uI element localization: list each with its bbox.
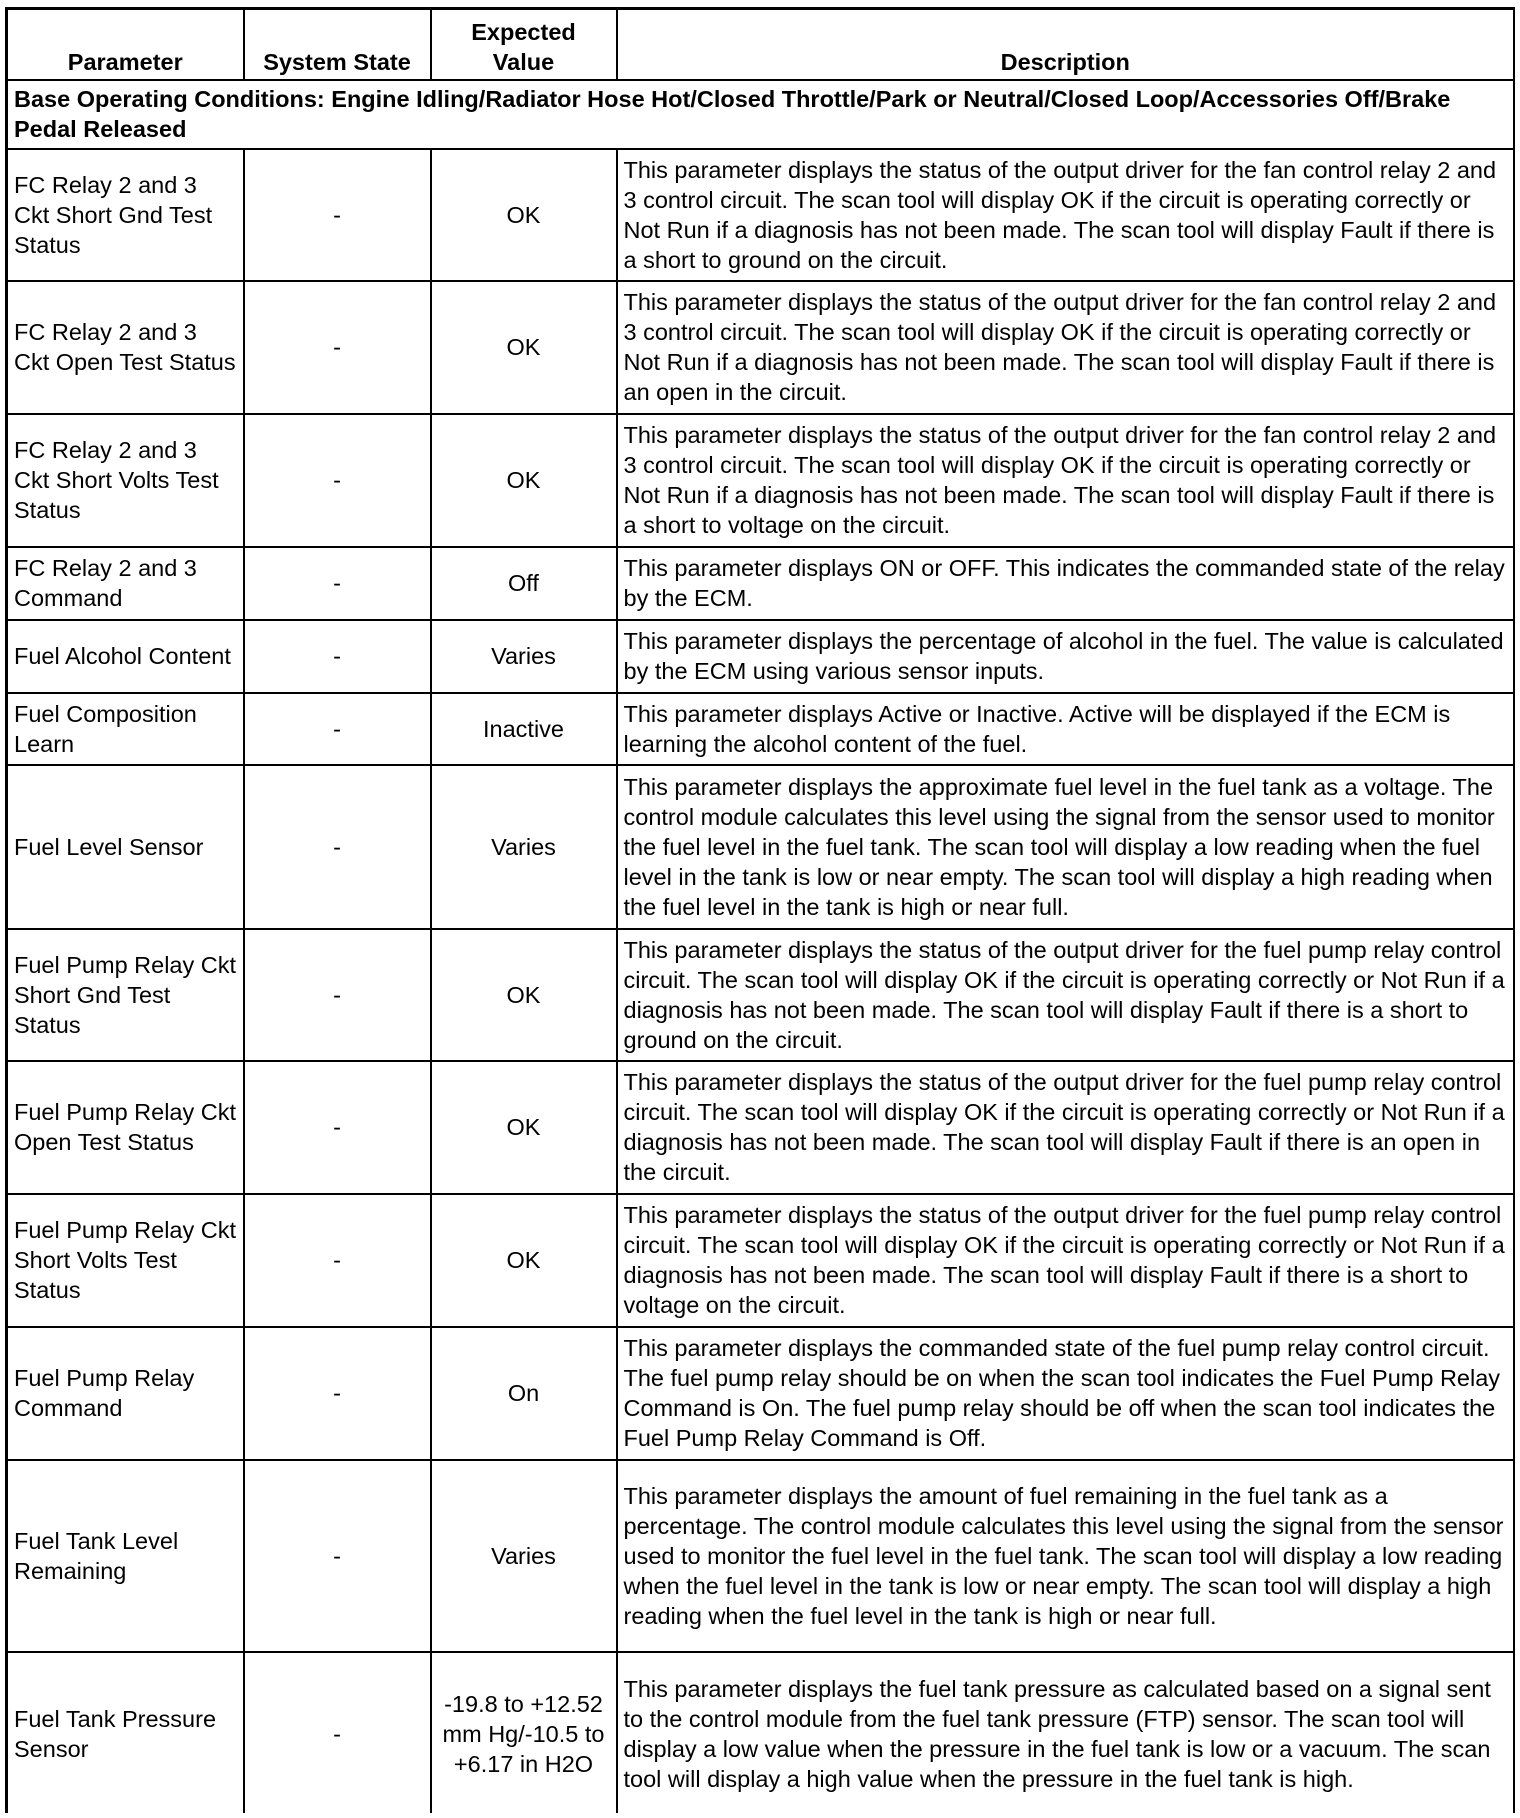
system-state-header: System State [244, 9, 431, 80]
expected-value-cell: OK [431, 1061, 617, 1194]
parameter-header: Parameter [7, 9, 244, 80]
system-state-cell: - [244, 765, 431, 929]
expected-value-cell: OK [431, 929, 617, 1061]
system-state-cell: - [244, 620, 431, 693]
table-row [7, 547, 1515, 620]
system-state-cell: - [244, 281, 431, 414]
parameter-cell: Fuel Alcohol Content [7, 620, 244, 693]
parameter-cell: Fuel Pump Relay Ckt Short Volts Test Status [7, 1194, 244, 1327]
parameter-cell: Fuel Tank Pressure Sensor [7, 1652, 244, 1814]
parameter-cell: FC Relay 2 and 3 Ckt Short Gnd Test Status [7, 149, 244, 281]
description-cell: This parameter displays the amount of fuel remaining in the fuel tank as a percentage. The control module calculates this level using the signal from the sensor used to monitor the fuel level in the fuel tank. The scan tool will display a low reading when the fuel level in the tank is low or near empty. The scan tool will display a high reading when the fuel level in the tank is high or near full. [617, 1460, 1515, 1652]
description-cell: This parameter displays the status of the output driver for the fuel pump relay control circuit. The scan tool will display OK if the circuit is operating correctly or Not Run if a diagnosis has not been made. The scan tool will display Fault if there is an open in the circuit. [617, 1061, 1515, 1194]
system-state-cell: - [244, 547, 431, 620]
description-cell: This parameter displays the approximate fuel level in the fuel tank as a voltage. The control module calculates this level using the signal from the sensor used to monitor the fuel level in the fuel tank. The scan tool will display a low reading when the fuel level in the tank is low or near empty. The scan tool will display a high reading when the fuel level in the tank is high or near full. [617, 765, 1515, 929]
description-cell: This parameter displays the status of the output driver for the fan control relay 2 and 3 control circuit. The scan tool will display OK if the circuit is operating correctly or Not Run if a diagnosis has not been made. The scan tool will display Fault if there is a short to ground on the circuit. [617, 149, 1515, 281]
parameter-cell: FC Relay 2 and 3 Ckt Open Test Status [7, 281, 244, 414]
expected-value-cell: Varies [431, 1460, 617, 1652]
parameter-cell: FC Relay 2 and 3 Ckt Short Volts Test Status [7, 414, 244, 547]
description-cell: This parameter displays the fuel tank pressure as calculated based on a signal sent to the control module from the fuel tank pressure (FTP) sensor. The scan tool will display a low value when the pressure in the fuel tank is low or a vacuum. The scan tool will display a high value when the pressure in the fuel tank is high. [617, 1652, 1515, 1814]
table-row [7, 281, 1515, 414]
parameter-cell: Fuel Pump Relay Ckt Open Test Status [7, 1061, 244, 1194]
description-cell: This parameter displays the status of the output driver for the fuel pump relay control circuit. The scan tool will display OK if the circuit is operating correctly or Not Run if a diagnosis has not been made. The scan tool will display Fault if there is a short to ground on the circuit. [617, 929, 1515, 1061]
system-state-cell: - [244, 1327, 431, 1460]
conditions-row [7, 80, 1515, 149]
description-cell: This parameter displays the status of the output driver for the fuel pump relay control circuit. The scan tool will display OK if the circuit is operating correctly or Not Run if a diagnosis has not been made. The scan tool will display Fault if there is a short to voltage on the circuit. [617, 1194, 1515, 1327]
description-cell: This parameter displays the status of the output driver for the fan control relay 2 and 3 control circuit. The scan tool will display OK if the circuit is operating correctly or Not Run if a diagnosis has not been made. The scan tool will display Fault if there is a short to voltage on the circuit. [617, 414, 1515, 547]
parameter-cell: Fuel Pump Relay Ckt Short Gnd Test Status [7, 929, 244, 1061]
expected-value-cell: OK [431, 1194, 617, 1327]
table-row [7, 929, 1515, 1061]
expected-value-cell: OK [431, 414, 617, 547]
table-row [7, 149, 1515, 281]
description-cell: This parameter displays Active or Inactive. Active will be displayed if the ECM is learning the alcohol content of the fuel. [617, 693, 1515, 765]
table-row [7, 693, 1515, 765]
expected-value-cell: Varies [431, 765, 617, 929]
parameter-cell: Fuel Pump Relay Command [7, 1327, 244, 1460]
system-state-cell: - [244, 929, 431, 1061]
table-row [7, 1061, 1515, 1194]
table-row [7, 1327, 1515, 1460]
system-state-cell: - [244, 414, 431, 547]
expected-value-header: Expected Value [431, 9, 617, 80]
description-cell: This parameter displays the commanded state of the fuel pump relay control circuit. The fuel pump relay should be on when the scan tool indicates the Fuel Pump Relay Command is On. The fuel pump relay should be off when the scan tool indicates the Fuel Pump Relay Command is Off. [617, 1327, 1515, 1460]
expected-value-cell: OK [431, 149, 617, 281]
parameter-cell: Fuel Composition Learn [7, 693, 244, 765]
expected-value-cell: Varies [431, 620, 617, 693]
table-row [7, 620, 1515, 693]
expected-value-cell: Inactive [431, 693, 617, 765]
header-row [7, 9, 1515, 80]
description-cell: This parameter displays the status of the output driver for the fan control relay 2 and 3 control circuit. The scan tool will display OK if the circuit is operating correctly or Not Run if a diagnosis has not been made. The scan tool will display Fault if there is an open in the circuit. [617, 281, 1515, 414]
expected-value-cell: -19.8 to +12.52 mm Hg/-10.5 to +6.17 in H2O [431, 1652, 617, 1814]
description-header: Description [617, 9, 1515, 80]
table-row [7, 1460, 1515, 1652]
expected-value-cell: OK [431, 281, 617, 414]
parameter-cell: FC Relay 2 and 3 Command [7, 547, 244, 620]
table-row [7, 765, 1515, 929]
parameter-table [5, 7, 1515, 1813]
system-state-cell: - [244, 693, 431, 765]
expected-value-cell: Off [431, 547, 617, 620]
table-row [7, 414, 1515, 547]
expected-value-cell: On [431, 1327, 617, 1460]
document-page [5, 7, 1515, 1813]
parameter-cell: Fuel Tank Level Remaining [7, 1460, 244, 1652]
system-state-cell: - [244, 1194, 431, 1327]
system-state-cell: - [244, 149, 431, 281]
description-cell: This parameter displays the percentage of alcohol in the fuel. The value is calculated by the ECM using various sensor inputs. [617, 620, 1515, 693]
parameter-cell: Fuel Level Sensor [7, 765, 244, 929]
system-state-cell: - [244, 1061, 431, 1194]
system-state-cell: - [244, 1460, 431, 1652]
system-state-cell: - [244, 1652, 431, 1814]
table-row [7, 1652, 1515, 1814]
description-cell: This parameter displays ON or OFF. This indicates the commanded state of the relay by the ECM. [617, 547, 1515, 620]
table-row [7, 1194, 1515, 1327]
base-operating-conditions: Base Operating Conditions: Engine Idling/Radiator Hose Hot/Closed Throttle/Park or Neutral/Closed Loop/Accessories Off/Brake Pedal Released [7, 80, 1515, 149]
